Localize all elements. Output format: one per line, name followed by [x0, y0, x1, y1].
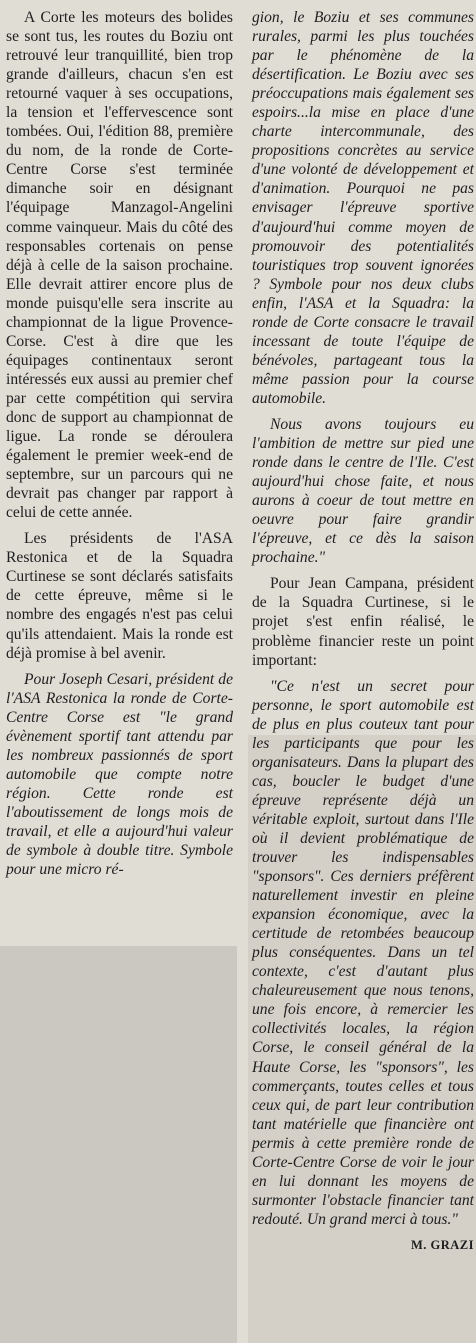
paragraph-cesari-quote: Pour Joseph Cesari, président de l'ASA Restonica la ronde de Corte-Centre Corse est "le grand évènement sportif tant attendu par les nombreux passionnés de sport automobile que compte notre région. Cette ronde est l'aboutissement de longs mois de travail, et elle a aujourd'hui valeur de symbole à double titre. Symbole pour une micro ré- [6, 670, 233, 879]
author-signature: M. GRAZI [410, 1237, 474, 1252]
scan-shadow-area [0, 946, 237, 1343]
article-column-left [6, 8, 233, 886]
paragraph-quote-continued: gion, le Boziu et ses communes rurales, parmi les plus touchées par le phénomène de la désertification. Le Boziu avec ses préoccupations mais également ses espoirs...la mise en place d'une charte intercommunale, des propositions concrètes au service d'une volonté de développement et d'animation. Pourquoi ne pas envisager l'épreuve sportive d'aujourd'hui comme moyen de promouvoir des potentialités touristiques trop souvent ignorées ? Symbole pour nos deux clubs enfin, l'ASA et la Squadra: la ronde de Corte consacre le travail incessant de toute l'équipe de bénévoles, partageant tous la même passion pour la course automobile. [252, 9, 474, 407]
paragraph-campana-quote: "Ce n'est un secret pour personne, le sport automobile est de plus en plus couteux tant pour les participants que pour les organisateurs. Dans la plupart des cas, boucler le budget d'une épreuve représente déjà un véritable exploit, surtout dans l'Ile où il devient problématique de trouver les indispensables "sponsors". Ces derniers préfèrent naturellement investir en pleine expansion économique, avec la certitude de retombées beaucoup plus conséquentes. Dans un tel contexte, c'est d'autant plus chaleureusement que nous tenons, une fois encore, à remercier les collectivités locales, la région Corse, le conseil général de la Haute Corse, les "sponsors", les commerçants, toutes celles et tous ceux qui, de part leur contribution tant matérielle que financière ont permis à cette première ronde de Corte-Centre Corse de voir le jour en lui donnant les moyens de surmonter l'obstacle financier tant redouté. Un grand merci à tous." [252, 677, 474, 1228]
article-column-right [252, 8, 474, 1262]
paragraph-intro: A Corte les moteurs des bolides se sont tus, les routes du Boziu ont retrouvé leur tranquillité, bien trop grande d'ailleurs, chacun s'en est retourné vaquer à ses occupations, la tension et l'effervescence sont tombées. Oui, l'édition 88, première du nom, de la ronde de Corte-Centre Corse s'est terminée dimanche soir en désignant l'équipage Manzagol-Angelini comme vainqueur. Mais du côté des responsables cortenais on pense déjà à celle de la saison prochaine. Elle devrait attirer encore plus de monde puisqu'elle sera inscrite au championnat de la ligue Provence-Corse. C'est à dire que les équipages continentaux seront intéressés eux aussi au premier chef par cette compétition qui servira donc de support au championnat de ligue. La ronde se déroulera également le premier week-end de septembre, sur un parcours qui ne devrait pas changer par rapport à celui de cette année. [6, 9, 233, 522]
paragraph-presidents: Les présidents de l'ASA Restonica et de la Squadra Curtinese se sont déclarés satisfaits de cette épreuve, même si le nombre des engagés n'est pas celui qu'ils attendaient. Mais la ronde est déjà promise à bel avenir. [6, 530, 233, 662]
paragraph-campana: Pour Jean Campana, président de la Squadra Curtinese, si le projet s'est enfin réalisé, le problème financier reste un point important: [252, 575, 474, 669]
paragraph-ambition: Nous avons toujours eu l'ambition de mettre sur pied une ronde dans le centre de l'Ile. C'est aujourd'hui chose faite, et nous aurons à coeur de tout mettre en oeuvre pour faire grandir l'épreuve, et ce dès la saison prochaine." [252, 415, 474, 567]
